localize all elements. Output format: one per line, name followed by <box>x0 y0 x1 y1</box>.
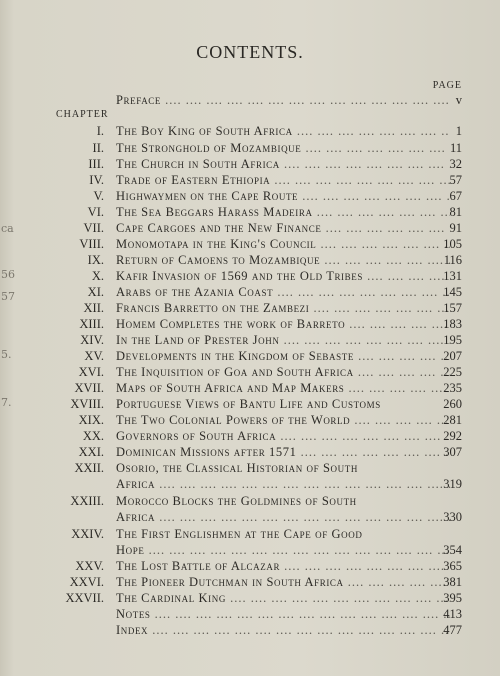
toc-row <box>0 220 500 236</box>
page-number: 32 <box>449 157 462 171</box>
toc-row <box>0 380 500 396</box>
chapter-title: Francis Barretto on the Zambezi .... <box>116 300 450 316</box>
chapter-number: XXIV. <box>71 527 104 541</box>
toc-row <box>0 204 500 220</box>
chapter-number: II. <box>92 141 104 155</box>
toc-row <box>0 444 500 460</box>
toc-row <box>0 348 500 364</box>
chapter-number: XXV. <box>75 559 104 573</box>
toc-row <box>0 364 500 380</box>
chapter-column-label: CHAPTER <box>56 109 109 120</box>
page-title: CONTENTS. <box>196 42 304 62</box>
chapter-title: The Cardinal King .... <box>116 590 450 606</box>
page-number: 145 <box>443 285 462 299</box>
page-number: 225 <box>443 365 462 379</box>
chapter-number: XIX. <box>78 413 104 427</box>
toc-row <box>0 188 500 204</box>
page-number: 195 <box>443 333 462 347</box>
toc-row <box>0 428 500 444</box>
page-number: 477 <box>443 623 462 637</box>
page-number: 354 <box>443 543 462 557</box>
chapter-number: XXVII. <box>65 591 104 605</box>
page-number: 330 <box>443 510 462 524</box>
chapter-title: In the Land of Prester John .... <box>116 332 450 348</box>
toc-row <box>0 284 500 300</box>
page-number: 183 <box>443 317 462 331</box>
chapter-title: Maps of South Africa and Map Makers .... <box>116 380 450 396</box>
page-number: 281 <box>443 413 462 427</box>
page-number: 91 <box>449 221 462 235</box>
chapter-number: V. <box>93 189 104 203</box>
chapter-title: Developments in the Kingdom of Sebaste .... <box>116 348 450 364</box>
page-number: 131 <box>443 269 462 283</box>
chapter-title: Return of Camoens to Mozambique .... <box>116 252 450 268</box>
chapter-number: VI. <box>87 205 104 219</box>
chapter-title: The Sea Beggars Harass Madeira .... <box>116 204 450 220</box>
page-number: 157 <box>443 301 462 315</box>
chapter-title: The Church in South Africa .... <box>116 156 450 172</box>
chapter-number: VII. <box>83 221 104 235</box>
toc-row <box>0 606 500 622</box>
chapter-number: XXII. <box>74 461 104 475</box>
page-number: 381 <box>443 575 462 589</box>
chapter-number: XVII. <box>74 381 104 395</box>
chapter-title: Governors of South Africa .... <box>116 428 450 444</box>
page-column-label: PAGE <box>432 80 462 91</box>
page-number: 413 <box>443 607 462 621</box>
chapter-title: Homem Completes the work of Barreto .... <box>116 316 450 332</box>
chapter-title: Monomotapa in the King's Council .... <box>116 236 450 252</box>
chapter-number: XIII. <box>79 317 104 331</box>
page-number: 11 <box>449 141 462 155</box>
toc-row <box>0 412 500 428</box>
chapter-title: Arabs of the Azania Coast .... <box>116 284 450 300</box>
page-number: 395 <box>443 591 462 605</box>
toc-row <box>0 268 500 284</box>
page-number: 207 <box>443 349 462 363</box>
page-number: 67 <box>449 189 462 203</box>
chapter-title: The Boy King of South Africa .... <box>116 123 450 139</box>
page-number: 319 <box>443 477 462 491</box>
toc-row <box>0 493 500 509</box>
chapter-number: IV. <box>89 173 104 187</box>
page-number: 292 <box>443 429 462 443</box>
chapter-number: XV. <box>84 349 104 363</box>
chapter-title: Index .... <box>116 622 450 638</box>
toc-row <box>0 542 500 558</box>
chapter-title: Africa .... <box>116 509 450 525</box>
toc-row <box>0 140 500 156</box>
page-number: 260 <box>443 397 462 411</box>
toc-row <box>0 316 500 332</box>
page-number: 365 <box>443 559 462 573</box>
toc-row <box>0 172 500 188</box>
chapter-title: The First Englishmen at the Cape of Good <box>116 527 363 541</box>
chapter-title: Preface .... <box>116 92 450 108</box>
chapter-number: XXVI. <box>69 575 104 589</box>
page-number: 1 <box>455 124 462 138</box>
toc-row <box>0 590 500 606</box>
facing-page-edge: ca 56 57 5. 7. <box>1 222 15 409</box>
chapter-title: Portuguese Views of Bantu Life and Customs <box>116 397 381 411</box>
page-number: 116 <box>443 253 462 267</box>
toc-row <box>0 123 500 139</box>
toc-row <box>0 476 500 492</box>
toc-row <box>0 460 500 476</box>
chapter-title: Notes .... <box>116 606 450 622</box>
toc-row <box>0 396 500 412</box>
chapter-number: IX. <box>87 253 104 267</box>
toc-row <box>0 252 500 268</box>
toc-row <box>0 300 500 316</box>
toc-row <box>0 622 500 638</box>
chapter-title: Cape Cargoes and the New Finance .... <box>116 220 450 236</box>
chapter-title: Dominican Missions after 1571 .... <box>116 444 450 460</box>
chapter-title: Africa .... <box>116 476 450 492</box>
chapter-title: Morocco Blocks the Goldmines of South <box>116 494 357 508</box>
page-number: 307 <box>443 445 462 459</box>
toc-row <box>0 526 500 542</box>
toc-row <box>0 236 500 252</box>
chapter-number: III. <box>88 157 104 171</box>
chapter-number: VIII. <box>79 237 104 251</box>
chapter-number: XIV. <box>80 333 104 347</box>
chapter-title: Trade of Eastern Ethiopia .... <box>116 172 450 188</box>
chapter-title: The Stronghold of Mozambique .... <box>116 140 450 156</box>
chapter-number: X. <box>91 269 104 283</box>
chapter-number: XVIII. <box>70 397 104 411</box>
chapter-title: The Lost Battle of Alcazar .... <box>116 558 450 574</box>
chapter-title: The Pioneer Dutchman in South Africa .... <box>116 574 450 590</box>
toc-row <box>0 156 500 172</box>
page-number: 57 <box>449 173 462 187</box>
chapter-title: Hope .... <box>116 542 450 558</box>
page-number: 81 <box>449 205 462 219</box>
chapter-title: The Inquisition of Goa and South Africa .... <box>116 364 450 380</box>
chapter-number: XII. <box>83 301 104 315</box>
page-number: 105 <box>443 237 462 251</box>
chapter-title: The Two Colonial Powers of the World .... <box>116 412 450 428</box>
toc-row <box>0 92 500 108</box>
chapter-number: XXIII. <box>70 494 104 508</box>
chapter-number: I. <box>96 124 104 138</box>
chapter-number: XX. <box>82 429 104 443</box>
toc-row <box>0 332 500 348</box>
chapter-number: XI. <box>87 285 104 299</box>
toc-row <box>0 574 500 590</box>
toc-row <box>0 558 500 574</box>
page-number: 235 <box>443 381 462 395</box>
chapter-title: Highwaymen on the Cape Route .... <box>116 188 450 204</box>
chapter-title: Osorio, the Classical Historian of South <box>116 461 358 475</box>
toc-row <box>0 509 500 525</box>
chapter-title: Kafir Invasion of 1569 and the Old Tribes .... <box>116 268 450 284</box>
page-number: v <box>455 93 462 107</box>
chapter-number: XVI. <box>78 365 104 379</box>
chapter-number: XXI. <box>78 445 104 459</box>
